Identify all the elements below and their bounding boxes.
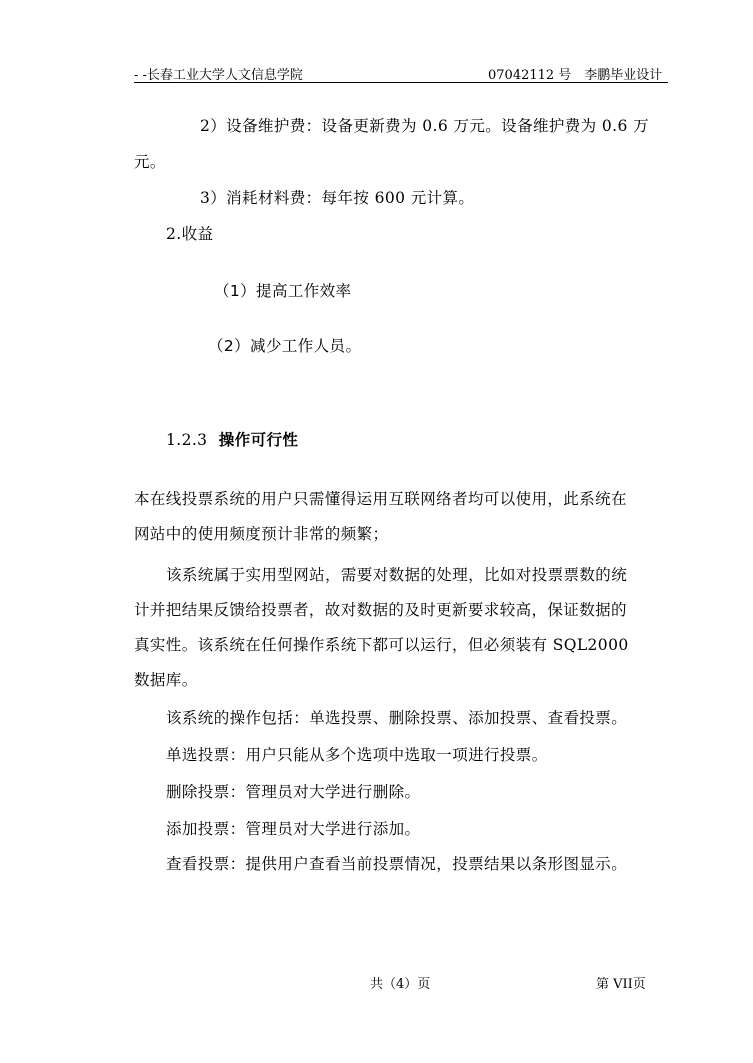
header-divider — [134, 82, 668, 83]
section-heading — [166, 428, 298, 450]
paragraph-operations-list: 该系统的操作包括：单选投票、删除投票、添加投票、查看投票。 — [166, 709, 628, 727]
section-number: 1.2.3 — [166, 431, 208, 449]
income-item-staff: （2）减少工作人员。 — [208, 337, 362, 355]
footer-total-pages: 共（4）页 — [370, 977, 431, 992]
income-heading: 2.收益 — [166, 225, 214, 243]
section-title: 操作可行性 — [218, 431, 299, 449]
paragraph-add-vote: 添加投票：管理员对大学进行添加。 — [166, 820, 421, 838]
cost-consumables-line: 3）消耗材料费：每年按 600 元计算。 — [200, 189, 475, 207]
paragraph-line: 数据库。 — [134, 671, 198, 689]
paragraph-line: 真实性。该系统在任何操作系统下都可以运行，但必须装有 SQL2000 — [134, 636, 629, 654]
paragraph-single-vote: 单选投票：用户只能从多个选项中选取一项进行投票。 — [166, 746, 548, 764]
paragraph-delete-vote: 删除投票：管理员对大学进行删除。 — [166, 783, 421, 801]
income-item-efficiency: （1）提高工作效率 — [214, 282, 352, 300]
paragraph-view-vote: 查看投票：提供用户查看当前投票情况，投票结果以条形图显示。 — [166, 855, 628, 873]
paragraph-line: 网站中的使用频度预计非常的频繁； — [134, 525, 389, 543]
cost-maintenance-line-cont: 元。 — [134, 153, 166, 171]
header-author-id: 07042112 号 李鹏毕业设计 — [488, 68, 663, 83]
cost-maintenance-line: 2）设备维护费：设备更新费为 0.6 万元。设备维护费为 0.6 万 — [200, 117, 649, 135]
paragraph-line: 本在线投票系统的用户只需懂得运用互联网络者均可以使用，此系统在 — [134, 490, 627, 508]
footer-page-number: 第 VII页 — [596, 977, 646, 992]
header-institution: - -长春工业大学人文信息学院 — [134, 68, 303, 83]
paragraph-line: 该系统属于实用型网站，需要对数据的处理，比如对投票票数的统 — [166, 566, 628, 584]
paragraph-line: 计并把结果反馈给投票者，故对数据的及时更新要求较高，保证数据的 — [134, 601, 627, 619]
